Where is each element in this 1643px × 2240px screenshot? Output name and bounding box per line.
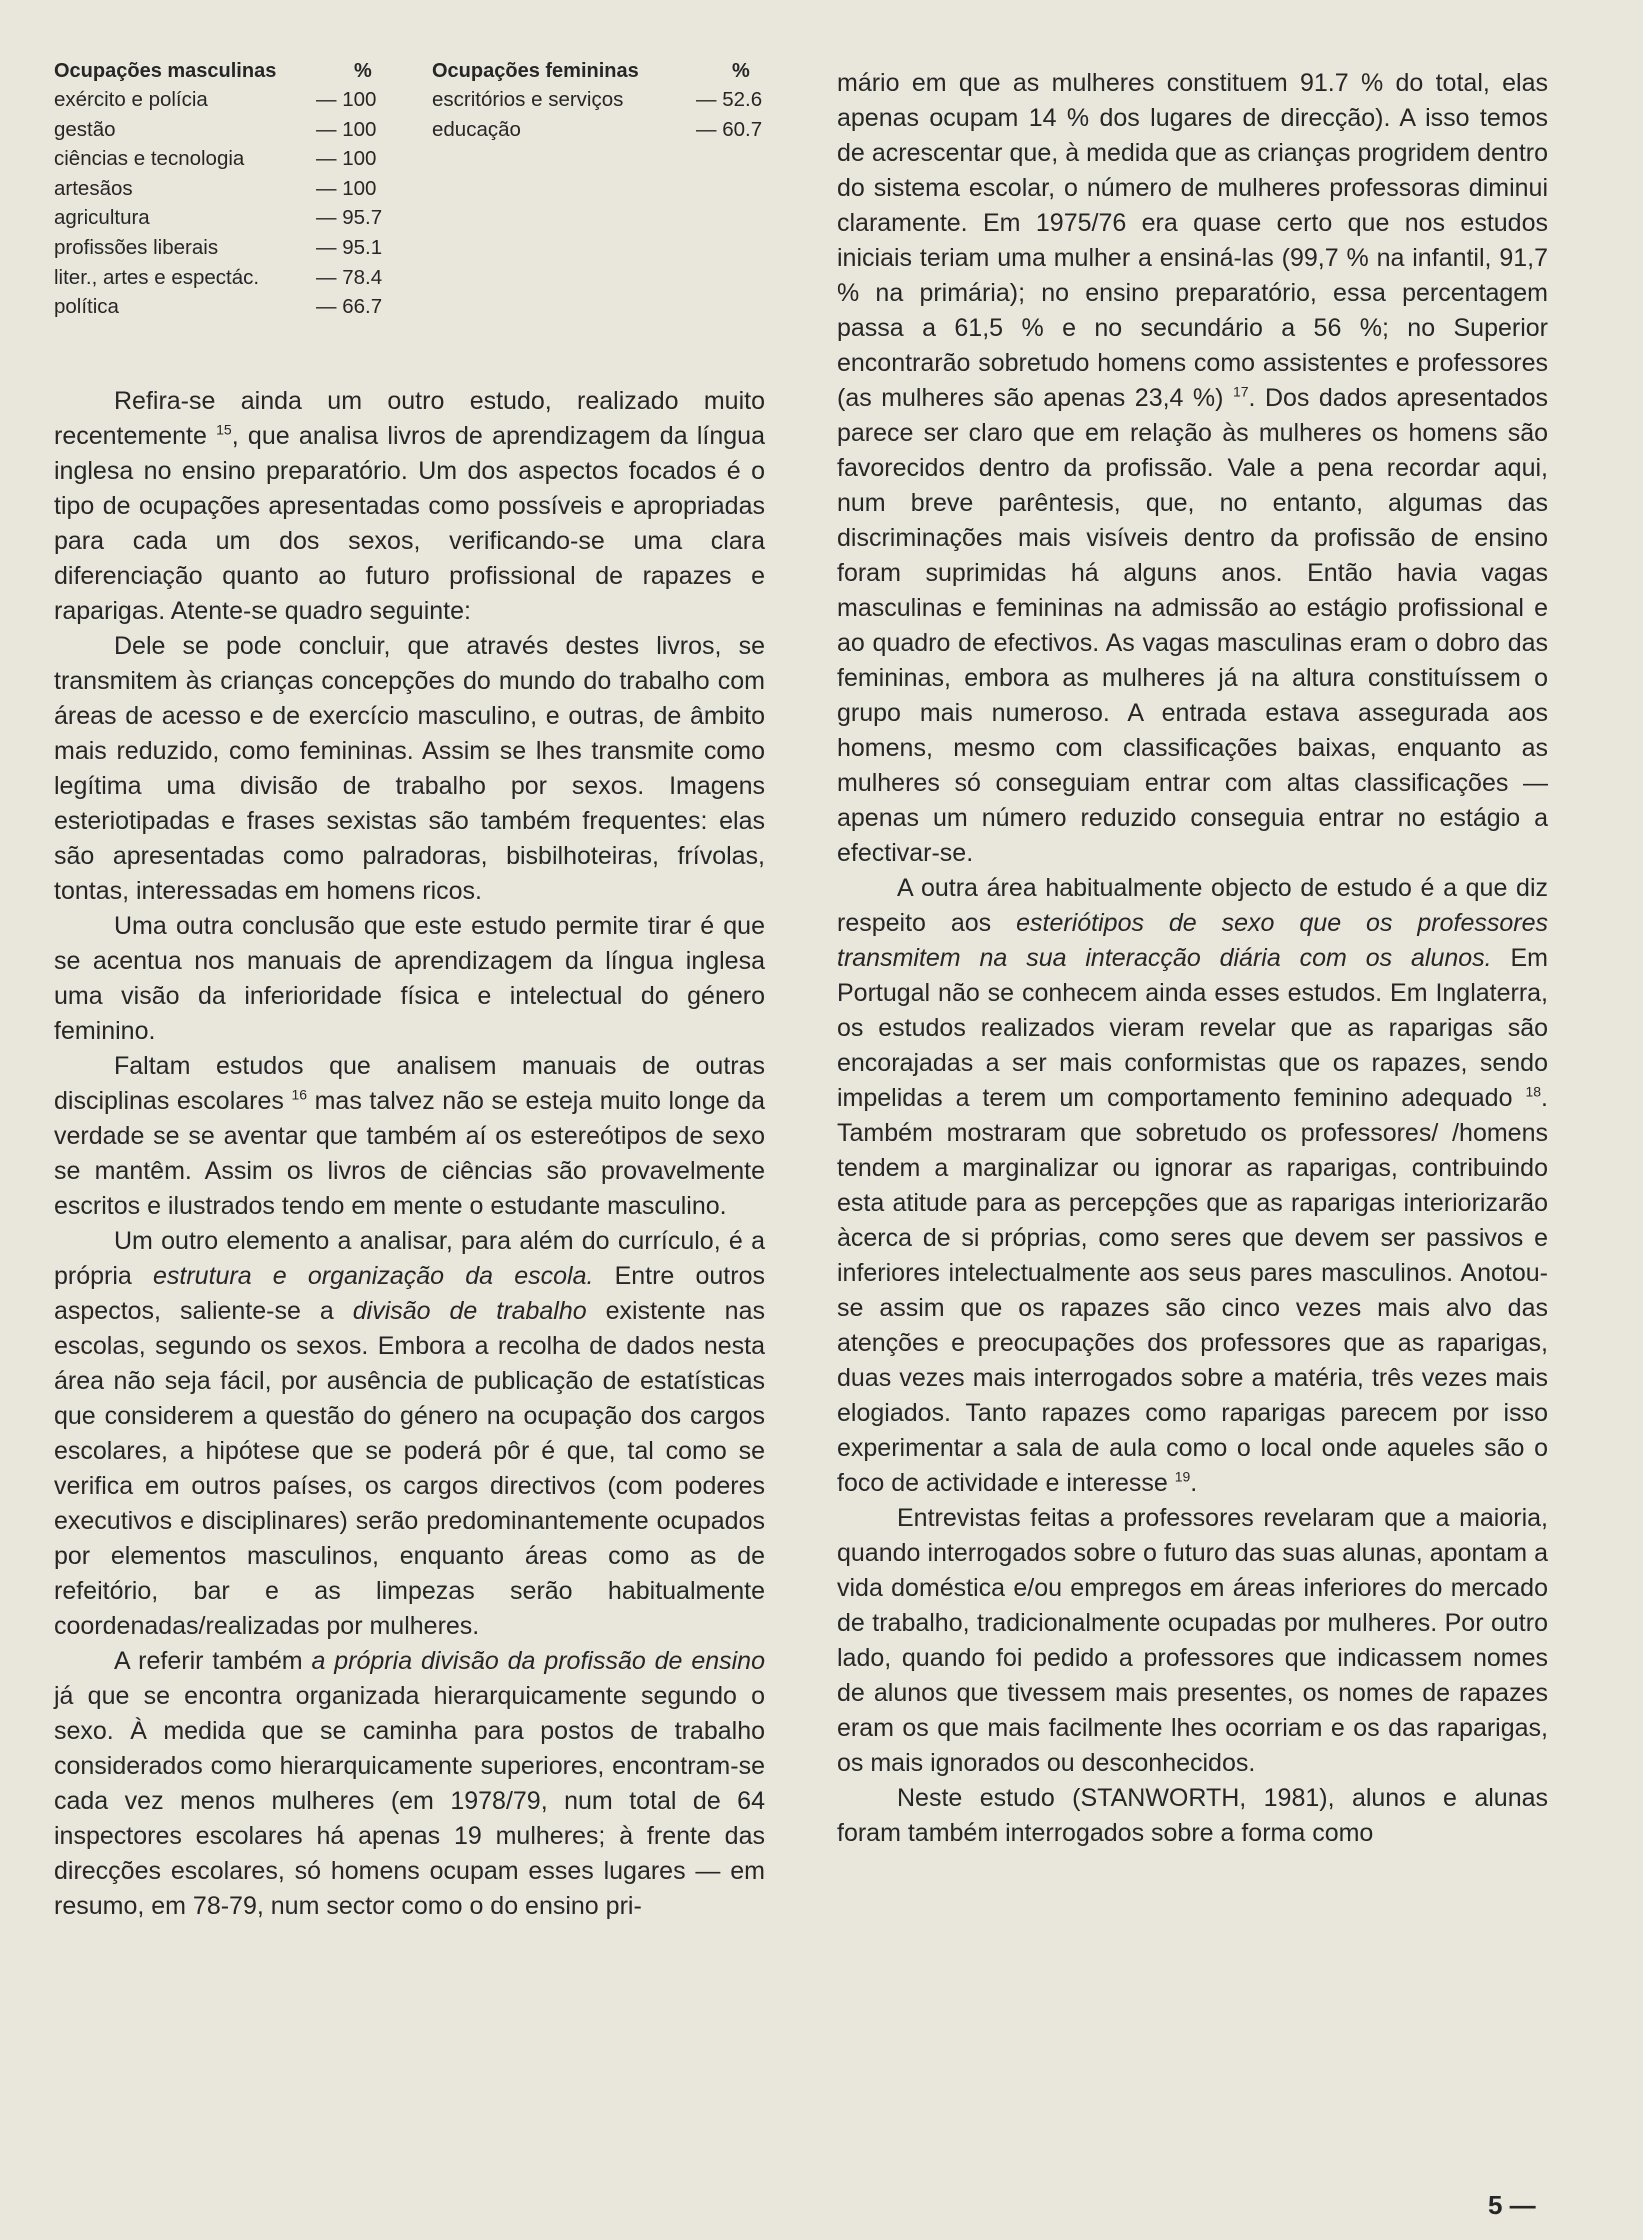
row-label: profissões liberais: [54, 235, 219, 259]
left-column: [54, 384, 765, 1924]
row-value: — 95.7: [316, 206, 383, 230]
table-row: [54, 147, 394, 177]
paragraph: mário em que as mulheres constituem 91.7 % do total, elas apenas ocupam 14 % dos lugares de direcção). A isso temos de acrescentar que, à medida que as crianças progridem dentro do sistema escolar, o número de mulheres professoras diminui claramente. Em 1975/76 era quase certo que nos estudos iniciais teriam uma mulher a ensiná-las (99,7 % na infantil, 91,7 % na primária); no ensino preparatório, essa percentagem passa a 61,5 % e no secundário a 56 %; no Superior encontrarão sobretudo homens como assistentes e professores (as mulheres são apenas 23,4 %) $^{17}$. Dos dados apresentados parece ser claro que em relação às mulheres os homens são favorecidos dentro da profissão. Vale a pena recordar aqui, num breve parêntesis, que, no entanto, algumas das discriminações mais visíveis dentro da profissão de ensino foram suprimidas há alguns anos. Então havia vagas masculinas e femininas na admissão ao estágio profissional e ao quadro de efectivos. As vagas masculinas eram o dobro das femininas, embora as mulheres já na altura constituíssem o grupo mais numeroso. A entrada estava assegurada aos homens, mesmo com classificações baixas, enquanto as mulheres só conseguiam entrar com altas classificações — apenas um número reduzido conseguia entrar no estágio a efectivar-se.: [837, 69, 1549, 867]
right-column: [837, 66, 1548, 1851]
row-label: liter., artes e espectác.: [54, 265, 260, 289]
row-value: — 100: [316, 117, 377, 141]
table-row: [432, 118, 774, 148]
row-label: ciências e tecnologia: [54, 147, 245, 171]
table-row: [54, 295, 394, 325]
footnote-ref: 15: [216, 421, 232, 438]
paragraph: Entrevistas feitas a professores revelaram que a maioria, quando interrogados sobre o futuro das suas alunas, apontam a vida doméstica e/ou empregos em áreas inferiores do mercado de trabalho, tradicionalmente ocupadas por mulheres. Por outro lado, quando foi pedido a professores que indicassem nomes de alunos que tivessem mais presentes, os nomes de rapazes eram os que mais facilmente lhes ocorriam e os das raparigas, os mais ignorados ou desconhecidos.: [837, 1504, 1548, 1777]
female-occupations-table: [432, 60, 774, 147]
row-value: — 66.7: [316, 295, 383, 319]
female-table-title: Ocupações femininas: [432, 60, 639, 82]
row-label: gestão: [54, 117, 116, 141]
paragraph: Neste estudo (STANWORTH, 1981), alunos e alunas foram também interrogados sobre a forma como: [837, 1784, 1548, 1847]
footnote-ref: 18: [1525, 1083, 1542, 1100]
row-label: exército e polícia: [54, 88, 208, 111]
paragraph: Faltam estudos que analisem manuais de outras disciplinas escolares $^{16}$ mas talvez não se esteja muito longe da verdade se se aventar que também aí os estereótipos de sexo se mantêm. Assim os livros de ciências são provavelmente escritos e ilustrados tendo em mente o estudante masculino.: [54, 1052, 765, 1220]
paragraph: Refira-se ainda um outro estudo, realizado muito recentemente $^{15}$, que analisa livros de aprendizagem da língua inglesa no ensino preparatório. Um dos aspectos focados é o tipo de ocupações apresentadas como possíveis e apropriadas para cada um dos sexos, verificando-se uma clara diferenciação quanto ao futuro profissional de rapazes e raparigas. Atente-se quadro seguinte:: [54, 387, 765, 625]
row-label: escritórios e serviços: [432, 88, 624, 111]
paragraph: Um outro elemento a analisar, para além do currículo, é a própria estrutura e organização da escola. Entre outros aspectos, saliente-se a divisão de trabalho existente nas escolas, segundo os sexos. Embora a recolha de dados nesta área não seja fácil, por ausência de publicação de estatísticas que considerem a questão do género na ocupação dos cargos escolares, a hipótese que se poderá pôr é que, tal como se verifica em outros países, os cargos directivos (com poderes executivos e disciplinares) serão predominantemente ocupados por elementos masculinos, enquanto áreas como as de refeitório, bar e as limpezas serão habitualmente coordenadas/realizadas por mulheres.: [54, 1227, 765, 1640]
table-row: [54, 206, 394, 236]
row-label: agricultura: [54, 206, 150, 230]
row-value: — 95.1: [316, 235, 383, 259]
male-table-title: Ocupações masculinas: [54, 60, 277, 82]
row-value: — 100: [316, 176, 377, 200]
table-row: [54, 266, 394, 296]
paragraph: A outra área habitualmente objecto de estudo é a que diz respeito aos esteriótipos de sexo que os professores transmitem na sua interacção diária com os alunos. Em Portugal não se conhecem ainda esses estudos. Em Inglaterra, os estudos realizados vieram revelar que as raparigas são encorajadas a ser mais conformistas que os rapazes, sendo impelidas a terem um comportamento feminino adequado $^{18}$. Também mostraram que sobretudo os professores/ /homens tendem a marginalizar ou ignorar as raparigas, contribuindo esta atitude para as percepções que as raparigas interiorizarão àcerca de si próprias, como seres que devem ser passivos e inferiores intelectualmente aos seus pares masculinos. Anotou-se assim que os rapazes são cinco vezes mais alvo das atenções e preocupações dos professores que as raparigas, duas vezes mais interrogados sobre a matéria, três vezes mais elogiados. Tanto rapazes como raparigas parecem por isso experimentar a sala de aula como o local onde aqueles são o foco de actividade e interesse $^{19}$.: [837, 874, 1549, 1497]
table-row: [432, 88, 774, 118]
paragraph: Dele se pode concluir, que através destes livros, se transmitem às crianças concepções do mundo do trabalho com áreas de acesso e de exercício masculino, e outras, de âmbito mais reduzido, como femininas. Assim se lhes transmite como legítima uma divisão de trabalho por sexos. Imagens esteriotipadas e frases sexistas são também frequentes: elas são apresentadas como palradoras, bisbilhoteiras, frívolas, tontas, interessadas em homens ricos.: [54, 632, 765, 905]
table-row: [54, 236, 394, 266]
percent-header: %: [354, 60, 372, 82]
table-row: [54, 88, 394, 118]
footnote-ref: 16: [291, 1086, 308, 1103]
row-value: — 60.7: [696, 117, 763, 141]
footnote-ref: 19: [1174, 1468, 1191, 1485]
male-occupations-table: [54, 60, 394, 325]
row-value: — 100: [316, 147, 377, 171]
table-header: [54, 60, 394, 88]
percent-header: %: [732, 60, 750, 82]
row-label: educação: [432, 117, 521, 141]
row-value: — 52.6: [696, 88, 763, 111]
row-value: — 78.4: [316, 265, 383, 289]
table-row: [54, 177, 394, 207]
paragraph: A referir também a própria divisão da profissão de ensino já que se encontra organizada hierarquicamente segundo o sexo. À medida que se caminha para postos de trabalho considerados como hierarquicamente superiores, encontram-se cada vez menos mulheres (em 1978/79, num total de 64 inspectores escolares há apenas 19 mulheres; à frente das direcções escolares, só homens ocupam esses lugares — em resumo, em 78-79, num sector como o do ensino pri-: [54, 1647, 765, 1920]
row-label: política: [54, 295, 119, 319]
row-label: artesãos: [54, 176, 133, 200]
table-row: [54, 118, 394, 148]
row-value: — 100: [316, 88, 377, 111]
table-header: [432, 60, 774, 88]
paragraph: Uma outra conclusão que este estudo permite tirar é que se acentua nos manuais de aprendizagem da língua inglesa uma visão da inferioridade física e intelectual do género feminino.: [54, 912, 765, 1045]
page-number: 5 —: [1488, 2190, 1536, 2220]
footnote-ref: 17: [1232, 383, 1249, 400]
